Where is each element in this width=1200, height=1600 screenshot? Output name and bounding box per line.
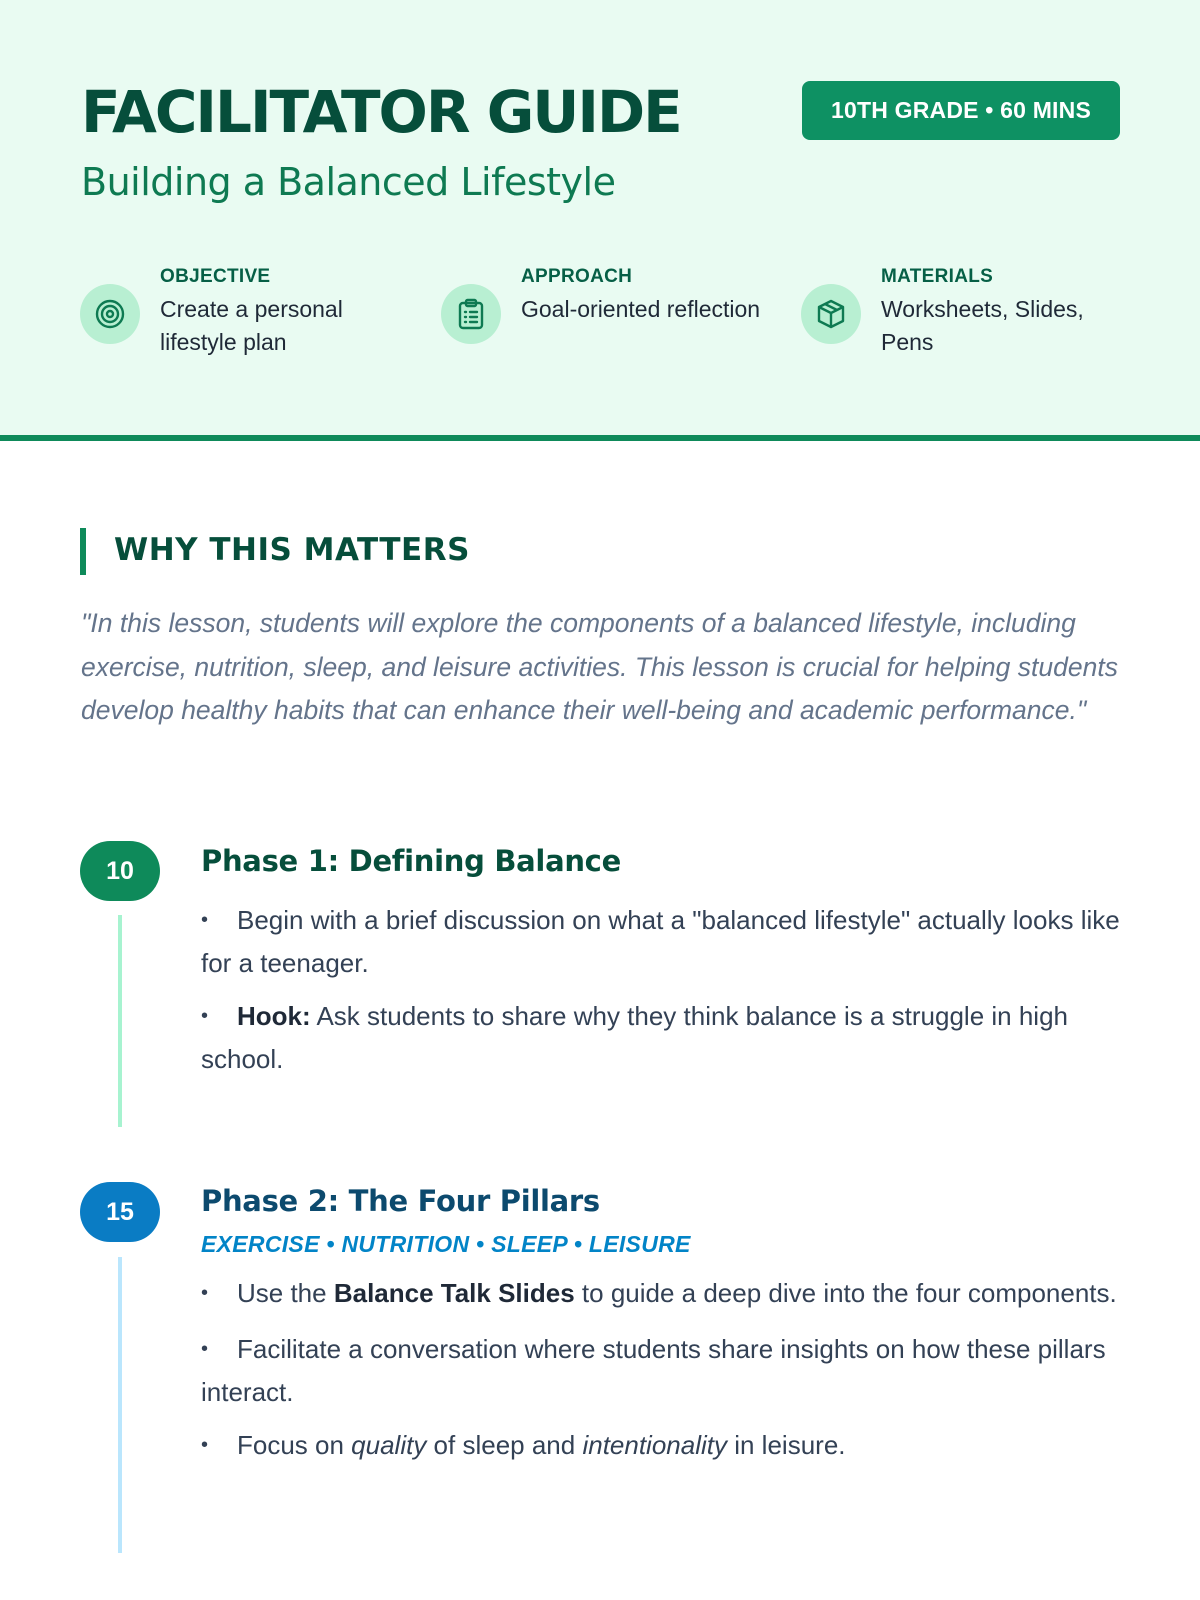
phase-2-bullet (201, 1329, 1131, 1412)
bullet-text: Facilitate a conversation where students share insights on how these pillars interact. (201, 1334, 1106, 1407)
meta-value: Goal-oriented reflection (521, 296, 761, 322)
header-banner (0, 0, 1200, 441)
phase-1-bullet (201, 996, 1131, 1079)
phase-2-bullet (201, 1273, 1131, 1316)
meta-value: Worksheets, Slides, Pens (881, 296, 1084, 355)
phase-1-bullets (201, 900, 1131, 1092)
meta-label: OBJECTIVE (160, 266, 271, 287)
bullet-bold-text: Hook: (237, 1001, 311, 1031)
bullet-text: to guide a deep dive into the four components. (574, 1278, 1117, 1308)
section-accent-bar (80, 528, 86, 575)
phase-1-bullet (201, 900, 1131, 983)
bullet-text: Begin with a brief discussion on what a "balanced lifestyle" actually looks like for a teenager. (201, 905, 1120, 978)
meta-materials (801, 266, 1131, 366)
bullet-text: of sleep and (426, 1430, 583, 1460)
bullet-text: in leisure. (727, 1430, 846, 1460)
phase-2-timeline (118, 1257, 122, 1553)
bullet-dot (201, 1273, 237, 1316)
bullet-dot (201, 1329, 237, 1372)
bullet-italic-text: intentionality (582, 1430, 727, 1460)
bullet-text: Use the (237, 1278, 334, 1308)
why-quote: "In this lesson, students will explore the components of a balanced lifestyle, including exercise, nutrition, sleep, and leisure activities. This lesson is crucial for helping students develop healthy habits that can enhance their well-being and academic performance." (81, 608, 1118, 725)
bullet-dot (201, 1425, 237, 1468)
phase-2-minutes: 15 (80, 1182, 160, 1242)
clipboard-icon (441, 284, 501, 344)
section-title: WHY THIS MATTERS (114, 532, 470, 568)
page-subtitle: Building a Balanced Lifestyle (81, 160, 616, 204)
meta-objective (80, 266, 410, 366)
bullet-text: Ask students to share why they think balance is a struggle in high school. (201, 1001, 1068, 1074)
bullet-dot (201, 996, 237, 1039)
box-icon (801, 284, 861, 344)
phase-2-title: Phase 2: The Four Pillars (201, 1184, 600, 1218)
meta-label: APPROACH (521, 266, 633, 287)
meta-label: MATERIALS (881, 266, 994, 287)
phase-2-tag: EXERCISE • NUTRITION • SLEEP • LEISURE (201, 1231, 691, 1257)
phase-1-title: Phase 1: Defining Balance (201, 844, 621, 878)
grade-duration-badge: 10TH GRADE • 60 MINS (802, 81, 1120, 140)
meta-value: Create a personal lifestyle plan (160, 296, 343, 355)
target-icon (80, 284, 140, 344)
page-title: FACILITATOR GUIDE (81, 78, 681, 146)
bullet-text: Focus on (237, 1430, 352, 1460)
phase-2-bullets (201, 1273, 1131, 1481)
bullet-dot (201, 900, 237, 943)
phase-1-minutes: 10 (80, 841, 160, 901)
bullet-bold-text: Balance Talk Slides (333, 1278, 575, 1308)
bullet-italic-text: quality (351, 1430, 427, 1460)
meta-approach (441, 266, 771, 366)
phase-2-bullet (201, 1425, 1131, 1468)
phase-1-timeline (118, 915, 122, 1127)
